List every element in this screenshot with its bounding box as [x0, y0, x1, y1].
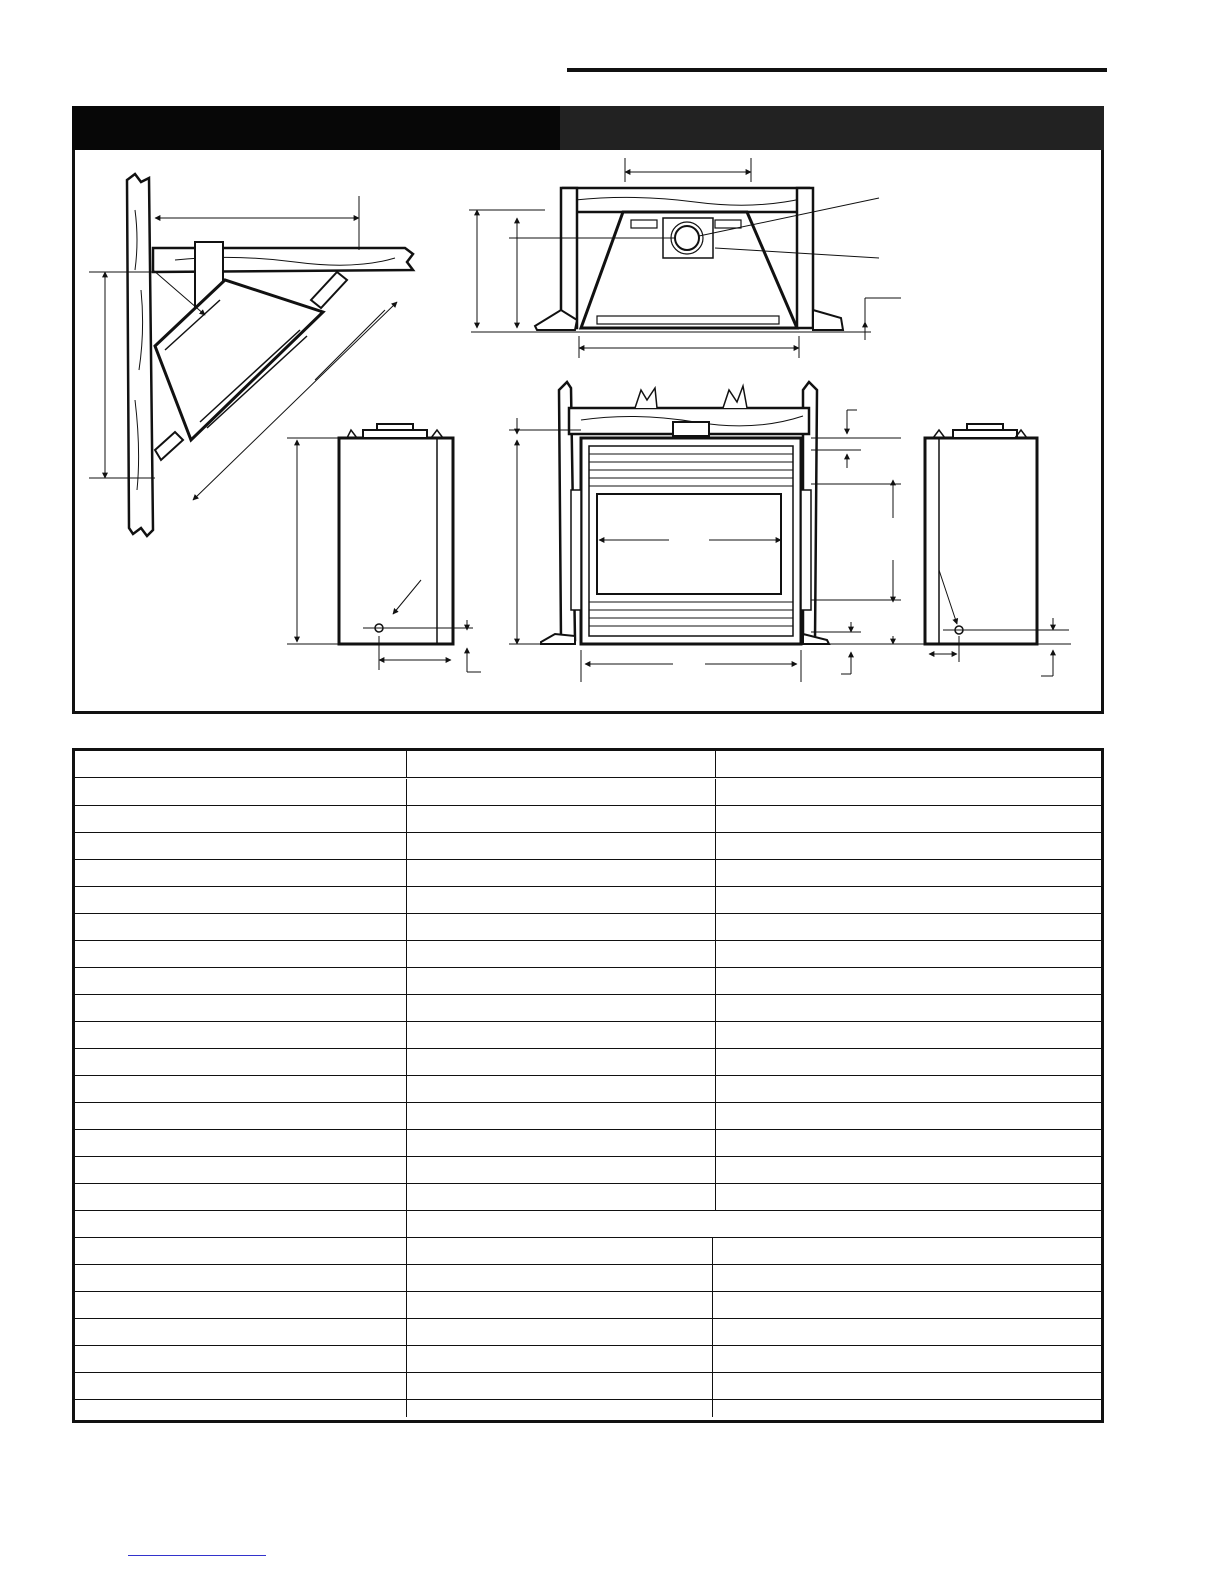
row-value-b [713, 1346, 1101, 1372]
row-label [75, 1319, 407, 1345]
row-value-a [407, 1157, 716, 1183]
table-row [75, 1211, 1101, 1238]
row-value-b [716, 1184, 1101, 1210]
row-value-a [407, 779, 716, 805]
title-bar-right [560, 106, 1104, 150]
row-value-b [713, 1373, 1101, 1399]
table-row [75, 860, 1101, 887]
row-value-a [407, 1022, 716, 1048]
row-value-b [716, 1130, 1101, 1156]
row-value-b [716, 833, 1101, 859]
front-view [509, 382, 925, 682]
row-value-b [716, 751, 1101, 777]
row-value-b [713, 1238, 1101, 1264]
row-value-a [407, 860, 716, 886]
row-value-b [716, 914, 1101, 940]
table-row [75, 833, 1101, 860]
row-label [75, 1157, 407, 1183]
row-value-a [407, 751, 716, 777]
table-row [75, 1373, 1101, 1400]
table-row [75, 1319, 1101, 1346]
row-value-a [407, 806, 716, 832]
row-label [75, 1022, 407, 1048]
dimension-diagram [72, 150, 1104, 714]
row-label [75, 995, 407, 1021]
row-value-a [407, 833, 716, 859]
row-label [75, 833, 407, 859]
table-row [75, 1346, 1101, 1373]
row-value-a [407, 1238, 713, 1264]
row-value-a [407, 1265, 713, 1291]
flat-wall-top-view [469, 158, 901, 358]
table-row [75, 1130, 1101, 1157]
row-value-a [407, 1397, 713, 1417]
row-label [75, 1397, 407, 1417]
row-value-b [716, 860, 1101, 886]
table-row [75, 751, 1101, 778]
row-value-a [407, 1319, 713, 1345]
table-row [75, 941, 1101, 968]
row-label [75, 1346, 407, 1372]
table-row [75, 779, 1101, 806]
row-label [75, 1103, 407, 1129]
row-value-a [407, 1292, 713, 1318]
row-label [75, 1076, 407, 1102]
footer-link[interactable] [128, 1555, 266, 1556]
table-row [75, 1238, 1101, 1265]
row-label [75, 860, 407, 886]
row-label [75, 1049, 407, 1075]
header-rule [567, 68, 1107, 72]
table-row [75, 1265, 1101, 1292]
row-value-a [407, 995, 716, 1021]
table-row [75, 1157, 1101, 1184]
row-label [75, 1211, 407, 1237]
left-side-view [287, 424, 481, 672]
row-label [75, 1238, 407, 1264]
row-label [75, 1184, 407, 1210]
table-row [75, 806, 1101, 833]
row-value-a [407, 1184, 716, 1210]
table-row [75, 1397, 1101, 1417]
row-label [75, 968, 407, 994]
row-label [75, 1130, 407, 1156]
row-label [75, 914, 407, 940]
table-row [75, 914, 1101, 941]
row-value-b [713, 1319, 1101, 1345]
row-value-b [716, 1103, 1101, 1129]
row-value-b [713, 1397, 1101, 1417]
row-label [75, 1292, 407, 1318]
row-value-a [407, 968, 716, 994]
row-label [75, 806, 407, 832]
row-value-b [713, 1265, 1101, 1291]
specifications-table [72, 748, 1104, 1423]
title-bar-left [72, 106, 560, 150]
row-value-b [716, 806, 1101, 832]
row-value-b [716, 941, 1101, 967]
row-label [75, 1265, 407, 1291]
table-row [75, 1022, 1101, 1049]
table-row [75, 1076, 1101, 1103]
row-value-b [716, 995, 1101, 1021]
table-row [75, 1292, 1101, 1319]
row-value-a [407, 1346, 713, 1372]
row-value-b [716, 1157, 1101, 1183]
row-label [75, 887, 407, 913]
row-value-a [407, 887, 716, 913]
row-label [75, 779, 407, 805]
row-label [75, 1373, 407, 1399]
row-value-a [407, 941, 716, 967]
section-title-bar [72, 106, 1104, 150]
dimension-drawings [75, 150, 1101, 711]
table-row [75, 995, 1101, 1022]
row-value-b [716, 1076, 1101, 1102]
row-value-b [716, 779, 1101, 805]
row-value-b [716, 968, 1101, 994]
row-value-b [716, 1022, 1101, 1048]
row-value-a [407, 914, 716, 940]
row-value-a [407, 1130, 716, 1156]
row-label [75, 941, 407, 967]
row-value-b [713, 1292, 1101, 1318]
row-value-merged [407, 1211, 1101, 1237]
row-value-b [716, 1049, 1101, 1075]
table-row [75, 1184, 1101, 1211]
row-value-a [407, 1076, 716, 1102]
table-row [75, 887, 1101, 914]
table-row [75, 1049, 1101, 1076]
row-value-b [716, 887, 1101, 913]
row-value-a [407, 1103, 716, 1129]
row-value-a [407, 1049, 716, 1075]
row-value-a [407, 1373, 713, 1399]
table-row [75, 968, 1101, 995]
right-side-view [925, 424, 1071, 676]
table-row [75, 1103, 1101, 1130]
row-label [75, 751, 407, 777]
